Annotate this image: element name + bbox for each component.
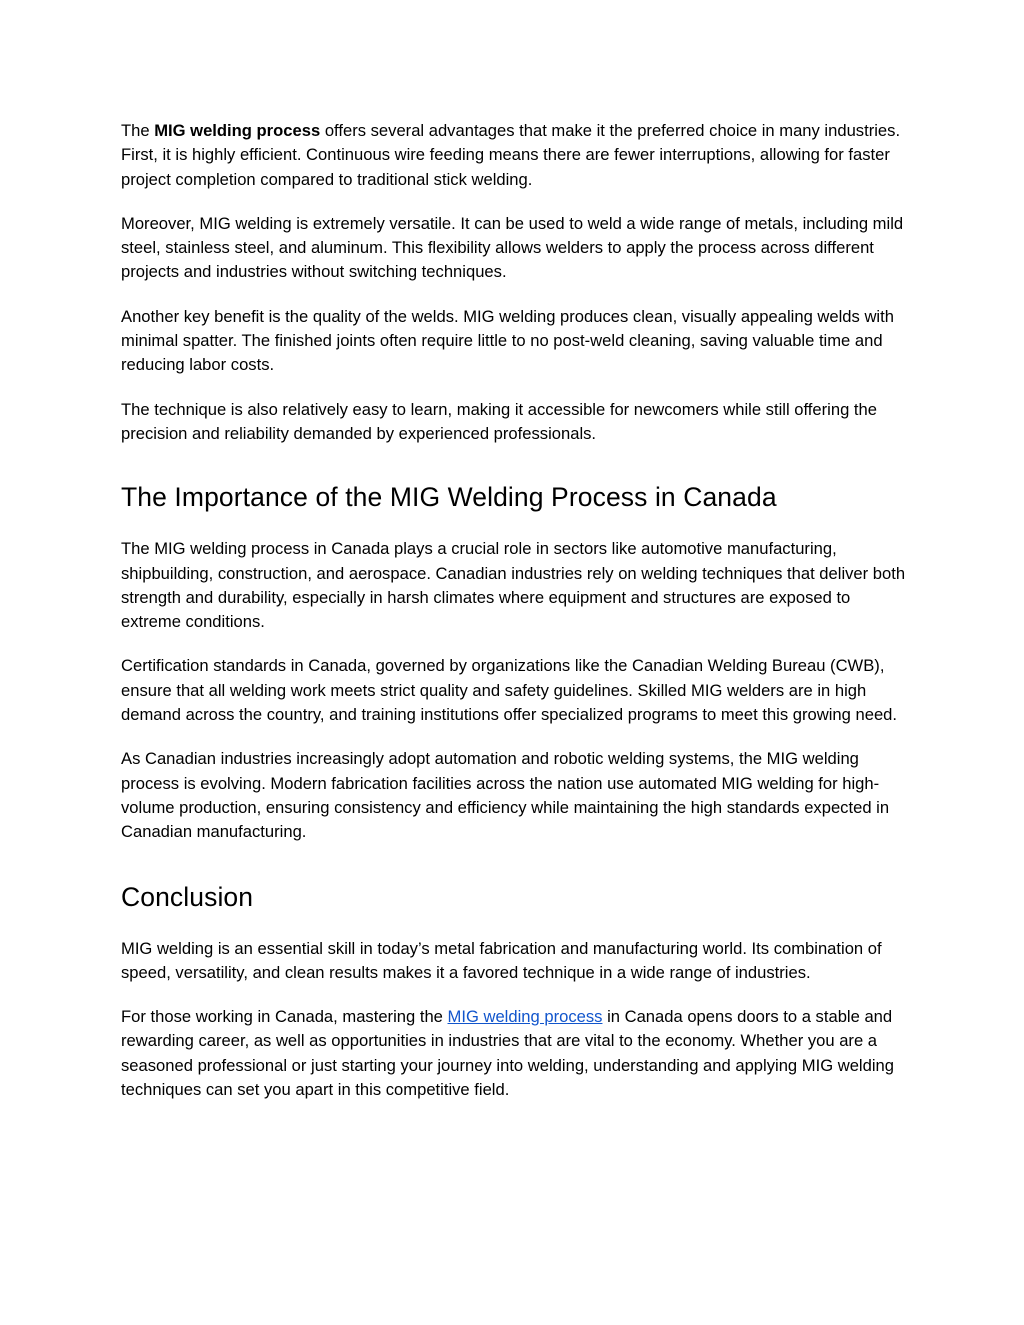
- document-page: [121, 119, 907, 1102]
- advantages-paragraph-3: Another key benefit is the quality of the welds. MIG welding produces clean, visually appealing welds with minimal spatter. The finished joints often require little to no post-weld cleaning, saving valuable time and reducing labor costs.: [121, 306, 894, 375]
- paragraph-prefix: The: [121, 121, 155, 140]
- conclusion-paragraph-2: [121, 1005, 907, 1102]
- conclusion-paragraph-1: MIG welding is an essential skill in today’s metal fabrication and manufacturing world. Its combination of speed, versatility, and clean results makes it a favored technique in a wide range of industries.: [121, 938, 882, 982]
- paragraph-text: in Canada opens doors to a stable and rewarding career, as well as opportunities in industries that are vital to the economy. Whether you are a seasoned professional or just starting your journey into welding, understanding and applying MIG welding techniques can set you apart in this competitive field.: [121, 1007, 894, 1100]
- bold-term: MIG welding process: [154, 121, 321, 140]
- importance-paragraph-3: As Canadian industries increasingly adopt automation and robotic welding systems, the MIG welding process is evolving. Modern fabrication facilities across the nation use automated MIG welding for high-volume production, ensuring consistency and efficiency while maintaining the high standards expected in Canadian manufacturing.: [121, 749, 890, 842]
- advantages-paragraph-4: The technique is also relatively easy to learn, making it accessible for newcomers while still offering the precision and reliability demanded by experienced professionals.: [121, 399, 877, 443]
- importance-heading: The Importance of the MIG Welding Process in Canada: [121, 482, 777, 513]
- paragraph-text: offers several advantages that make it the preferred choice in many industries. First, it is highly efficient. Continuous wire feeding means there are fewer interruptions, allowing for faster project completion compared to traditional stick welding.: [121, 121, 901, 189]
- paragraph-prefix: For those working in Canada, mastering the: [121, 1007, 448, 1027]
- importance-paragraph-1: The MIG welding process in Canada plays a crucial role in sectors like automotive manufacturing, shipbuilding, construction, and aerospace. Canadian industries rely on welding techniques that deliver both strength and durability, especially in harsh climates where equipment and structures are exposed to extreme conditions.: [121, 539, 906, 632]
- mig-welding-process-link[interactable]: MIG welding process: [447, 1007, 603, 1027]
- advantages-paragraph-1: [121, 119, 907, 192]
- advantages-paragraph-2: Moreover, MIG welding is extremely versatile. It can be used to weld a wide range of metals, including mild steel, stainless steel, and aluminum. This flexibility allows welders to apply the process across different projects and industries without switching techniques.: [121, 213, 904, 282]
- conclusion-heading: Conclusion: [121, 881, 254, 912]
- importance-paragraph-2: Certification standards in Canada, governed by organizations like the Canadian Welding Bureau (CWB), ensure that all welding work meets strict quality and safety guidelines. Skilled MIG welders are in high demand across the country, and training institutions offer specialized programs to meet this growing need.: [121, 656, 898, 725]
